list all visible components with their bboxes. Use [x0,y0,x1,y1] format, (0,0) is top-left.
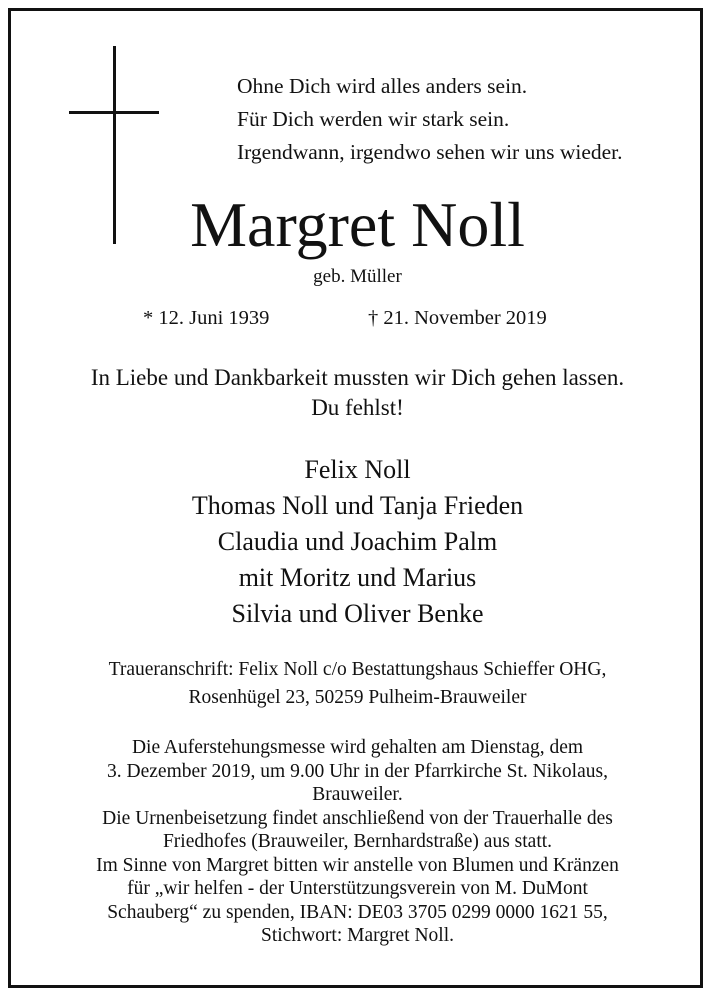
mourner-line: mit Moritz und Marius [238,563,477,592]
cross-horizontal-bar [69,111,159,114]
details-line: für „wir helfen - der Unterstützungsverein von M. DuMont [127,878,588,899]
death-date: † 21. November 2019 [368,307,547,329]
poem-line: Ohne Dich wird alles anders sein. [237,74,528,98]
details-line: Die Urnenbeisetzung findet anschließend von der Trauerhalle des [102,807,613,829]
details-line: 3. Dezember 2019, um 9.00 Uhr in der Pfarrkirche St. Nikolaus, [107,760,608,782]
tribute-line: In Liebe und Dankbarkeit mussten wir Dich gehen lassen. [90,365,625,390]
poem-line: Für Dich werden wir stark sein. [237,107,510,131]
tribute [0,363,715,423]
service-details [0,736,715,948]
poem-line: Irgendwann, irgendwo sehen wir uns wieder. [237,140,623,164]
details-line: Brauweiler. [312,784,403,805]
details-line: Im Sinne von Margret bitten wir anstelle von Blumen und Kränzen [96,854,619,876]
mourner-line: Felix Noll [304,455,411,484]
mourning-address [0,656,715,712]
tribute-line: Du fehlst! [311,395,404,420]
address-line: Rosenhügel 23, 50259 Pulheim-Brauweiler [188,687,527,708]
details-line: Stichwort: Margret Noll. [261,925,454,946]
address-line: Traueranschrift: Felix Noll c/o Bestattungshaus Schieffer OHG, [108,659,607,680]
details-line: Schauberg“ zu spenden, IBAN: DE03 3705 0299 0000 1621 55, [107,901,608,923]
mourner-line: Silvia und Oliver Benke [231,599,484,628]
deceased-name: Margret Noll [190,189,525,260]
maiden-name: geb. Müller [313,266,402,287]
details-line: Die Auferstehungsmesse wird gehalten am Dienstag, dem [131,737,584,758]
birth-date: * 12. Juni 1939 [143,307,270,329]
mourner-line: Claudia und Joachim Palm [217,527,498,556]
mourners-list [0,452,715,632]
mourner-line: Thomas Noll und Tanja Frieden [191,491,524,520]
poem [237,70,623,169]
details-line: Friedhofes (Brauweiler, Bernhardstraße) aus statt. [162,831,553,852]
